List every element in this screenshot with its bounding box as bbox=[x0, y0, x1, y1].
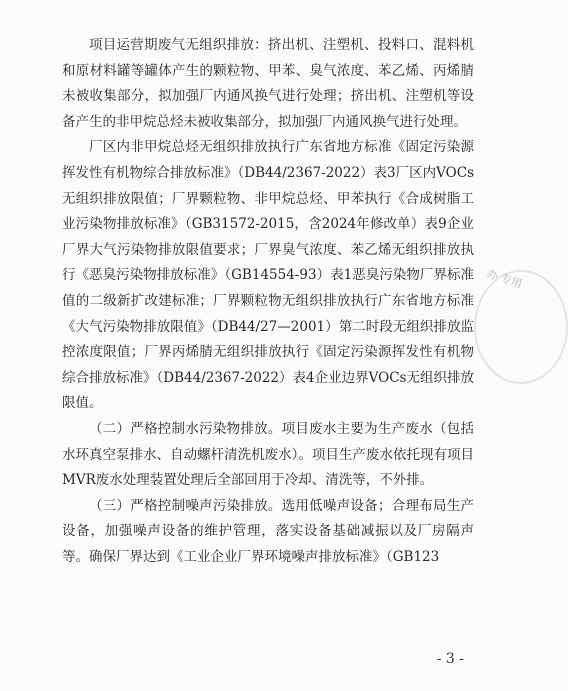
paragraph-waste-gas: 项目运营期废气无组织排放：挤出机、注塑机、投料口、混料机和原材料罐等罐体产生的颗粒物、甲苯、臭气浓度、苯乙烯、丙烯腈未被收集部分，拟加强厂内通风换气进行处理；挤出机、注塑机等设备产生的非甲烷总烃未被收集部分，拟加强厂内通风换气进行处理。 bbox=[62, 37, 474, 130]
paragraph-noise-pollution: （三）严格控制噪声污染排放。选用低噪声设备；合理布局生产设备，加强噪声设备的维护管理，落实设备基础减振以及厂房隔声等。确保厂界达到《工业企业厂界环境噪声排放标准》（GB123 bbox=[62, 497, 474, 565]
page-number: - 3 - bbox=[436, 651, 464, 667]
seal-text: 办 专用 bbox=[485, 267, 524, 291]
paragraph-water-pollution: （二）严格控制水污染物排放。项目废水主要为生产废水（包括水环真空泵排水、自动螺杆清洗机废水）。项目生产废水依托现有项目MVR废水处理装置处理后全部回用于冷却、清洗等，不外排。 bbox=[62, 420, 474, 489]
body-text bbox=[62, 33, 474, 570]
paragraph-emission-standards: 厂区内非甲烷总烃无组织排放执行广东省地方标准《固定污染源挥发性有机物综合排放标准》（DB44/2367-2022）表3厂区内VOCs无组织排放限值；厂界颗粒物、非甲烷总烃、甲苯执行《合成树脂工业污染物排放标准》（GB31572-2015，含2024年修改单）表9企业厂界大气污染物排放限值要求；厂界臭气浓度、苯乙烯无组织排放执行《恶臭污染物排放标准》（GB14554-93）表1恶臭污染物厂界标准值的二级新扩改建标准；厂界颗粒物无组织排放执行广东省地方标准《大气污染物排放限值》（DB44/27—2001）第二时段无组织排放监控浓度限值；厂界丙烯腈无组织排放执行《固定污染源挥发性有机物综合排放标准》（DB44/2367-2022）表4企业边界VOCs无组织排放限值。 bbox=[62, 139, 474, 412]
